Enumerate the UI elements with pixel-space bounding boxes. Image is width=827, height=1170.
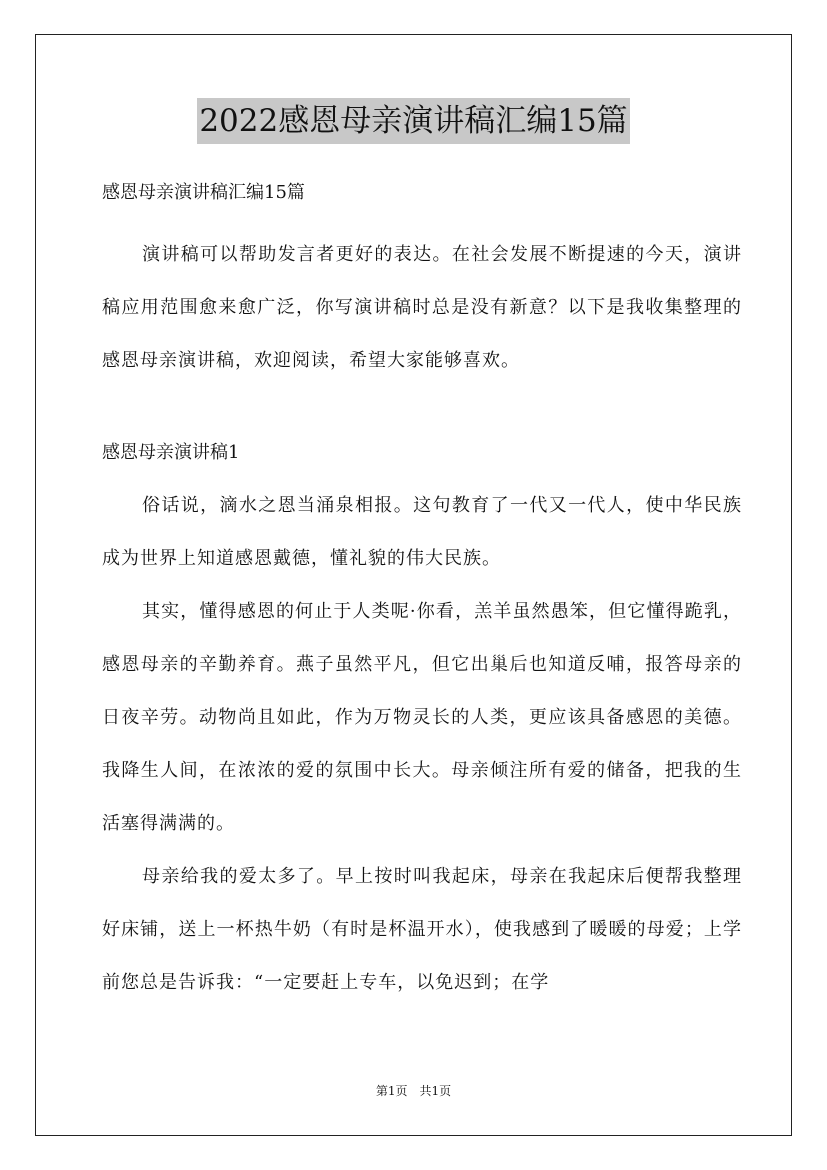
page-footer: 第1页 共1页 (375, 1084, 452, 1098)
spacer (102, 209, 742, 228)
intro-paragraph: 演讲稿可以帮助发言者更好的表达。在社会发展不断提速的今天，演讲稿应用范围愈来愈广泛，你写演讲稿时总是没有新意？以下是我收集整理的感恩母亲演讲稿，欢迎阅读，希望大家能够喜欢。 (102, 244, 742, 371)
body-paragraph: 俗话说，滴水之恩当涌泉相报。这句教育了一代又一代人，使中华民族成为世界上知道感恩戴德，懂礼貌的伟大民族。 (102, 495, 742, 569)
spacer (102, 387, 742, 437)
document-body (102, 177, 742, 1009)
spacer (102, 469, 742, 479)
body-paragraph: 母亲给我的爱太多了。早上按时叫我起床，母亲在我起床后便帮我整理好床铺，送上一杯热牛奶（有时是杯温开水），使我感到了暖暖的母爱；上学前您总是告诉我：“一定要赶上专车，以免迟到；在学 (102, 866, 742, 993)
document-subtitle: 感恩母亲演讲稿汇编15篇 (102, 182, 305, 203)
section-heading: 感恩母亲演讲稿1 (102, 442, 240, 463)
title-container (0, 98, 827, 144)
body-paragraph: 其实，懂得感恩的何止于人类呢·你看，羔羊虽然愚笨，但它懂得跪乳，感恩母亲的辛勤养育。燕子虽然平凡，但它出巢后也知道反哺，报答母亲的日夜辛劳。动物尚且如此，作为万物灵长的人类，更应该具备感恩的美德。 我降生人间，在浓浓的爱的氛围中长大。母亲倾注所有爱的储备，把我的生活塞得满满的。 (102, 601, 742, 834)
document-title: 2022感恩母亲演讲稿汇编15篇 (197, 98, 629, 144)
